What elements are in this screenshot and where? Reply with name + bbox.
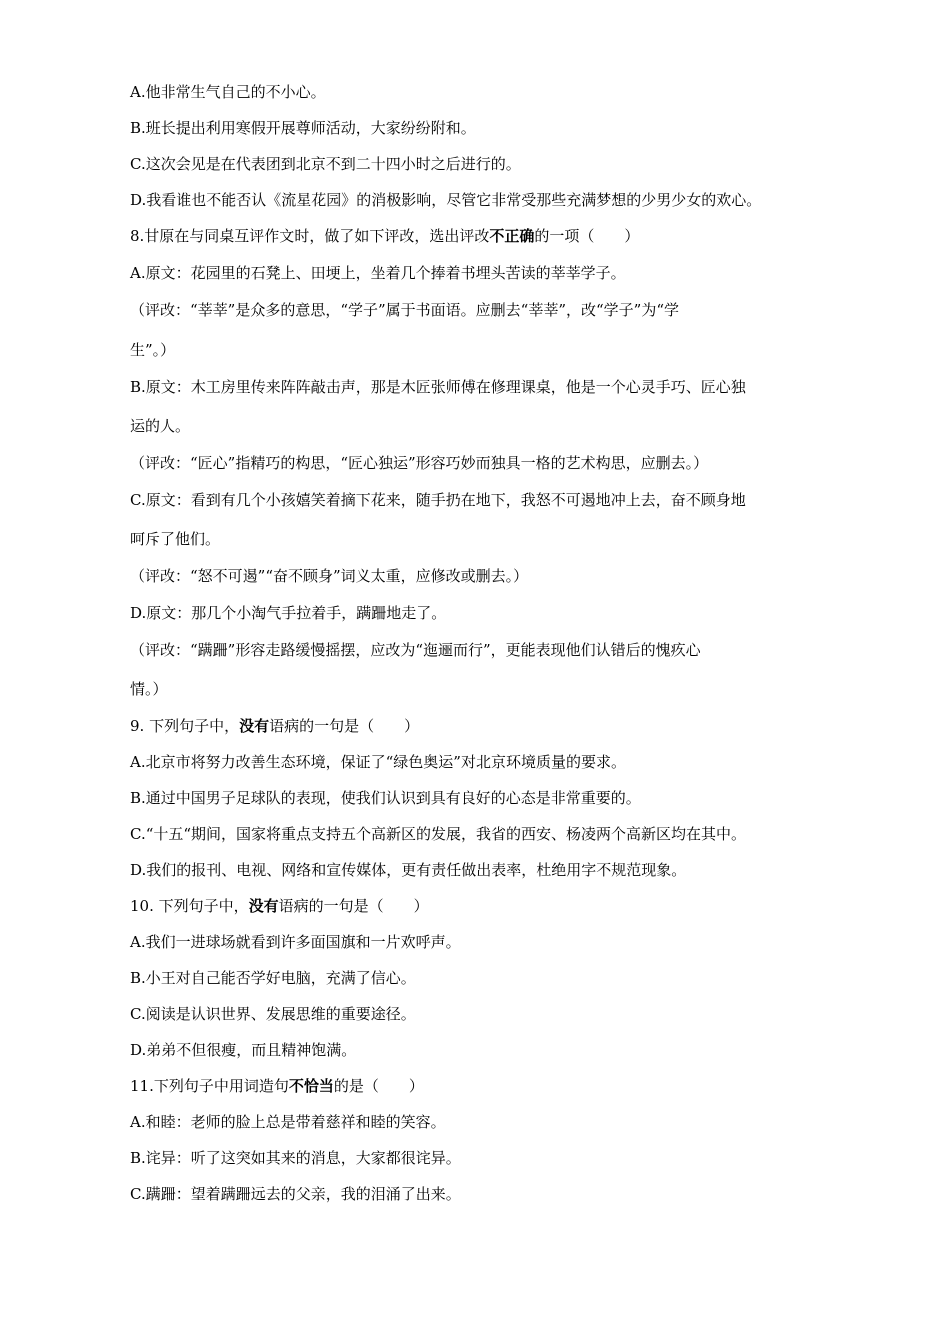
text-line: A.原文：花园里的石凳上、田埂上，坐着几个捧着书埋头苦读的莘莘学子。: [130, 264, 626, 282]
text-line: C.阅读是认识世界、发展思维的重要途径。: [130, 1005, 416, 1023]
text-line: A.我们一进球场就看到许多面国旗和一片欢呼声。: [130, 933, 461, 951]
text-line: B.原文：木工房里传来阵阵敲击声，那是木匠张师傅在修理课桌，他是一个心灵手巧、匠心独: [130, 378, 746, 396]
text-line: C.“十五“期间，国家将重点支持五个高新区的发展，我省的西安、杨凌两个高新区均在其中。: [130, 825, 747, 843]
text-line: B.诧异：听了这突如其来的消息，大家都很诧异。: [130, 1149, 461, 1167]
text-line: B.班长提出利用寒假开展尊师活动，大家纷纷附和。: [130, 119, 476, 137]
question-text: 8.甘原在与同桌互评作文时，做了如下评改，选出评改: [130, 227, 490, 245]
emphasis-text: 不正确: [489, 227, 535, 245]
text-line: 呵斥了他们。: [130, 530, 221, 548]
text-line: B.通过中国男子足球队的表现，使我们认识到具有良好的心态是非常重要的。: [130, 789, 641, 807]
question-text: 语病的一句是（ ）: [278, 897, 429, 915]
text-line: 生”。）: [130, 341, 176, 359]
text-line: （评改：“怒不可遏”“奋不顾身”词义太重，应修改或删去。）: [130, 567, 529, 585]
emphasis-text: 没有: [248, 897, 279, 915]
text-line: （评改：“蹒跚”形容走路缓慢摇摆，应改为“迤逦而行”，更能表现他们认错后的愧疚心: [130, 641, 701, 659]
text-line: D.弟弟不但很瘦，而且精神饱满。: [130, 1041, 357, 1059]
text-line: A.和睦：老师的脸上总是带着慈祥和睦的笑容。: [130, 1113, 446, 1131]
text-line: 情。）: [130, 680, 168, 698]
question-text: 的是（ ）: [333, 1077, 424, 1095]
question-stem: [130, 1076, 424, 1096]
text-line: 运的人。: [130, 417, 191, 435]
question-stem: [130, 226, 639, 246]
text-line: C.这次会见是在代表团到北京不到二十四小时之后进行的。: [130, 155, 521, 173]
text-line: A.北京市将努力改善生态环境，保证了“绿色奥运”对北京环境质量的要求。: [130, 753, 626, 771]
question-text: 语病的一句是（ ）: [269, 717, 420, 735]
text-line: D.我看谁也不能否认《流星花园》的消极影响，尽管它非常受那些充满梦想的少男少女的欢心。: [130, 191, 762, 209]
question-text: 的一项（ ）: [534, 227, 640, 245]
question-stem: [130, 896, 429, 916]
text-line: A.他非常生气自己的不小心。: [130, 83, 326, 101]
question-text: 10. 下列句子中，: [130, 897, 249, 915]
text-line: D.我们的报刊、电视、网络和宣传媒体，更有责任做出表率，杜绝用字不规范现象。: [130, 861, 687, 879]
question-stem: [130, 716, 419, 736]
text-line: （评改：“莘莘”是众多的意思，“学子”属于书面语。应删去“莘莘”，改“学子”为“学: [130, 301, 680, 319]
text-line: B.小王对自己能否学好电脑，充满了信心。: [130, 969, 416, 987]
question-text: 11.下列句子中用词造句: [130, 1077, 289, 1095]
text-line: D.原文：那几个小淘气手拉着手，蹒跚地走了。: [130, 604, 447, 622]
question-text: 9. 下列句子中，: [130, 717, 240, 735]
text-line: （评改：“匠心”指精巧的构思，“匠心独运”形容巧妙而独具一格的艺术构思，应删去。）: [130, 454, 709, 472]
text-line: C.蹒跚：望着蹒跚远去的父亲，我的泪涌了出来。: [130, 1185, 461, 1203]
emphasis-text: 不恰当: [288, 1077, 334, 1095]
text-line: C.原文：看到有几个小孩嬉笑着摘下花来，随手扔在地下，我怒不可遏地冲上去，奋不顾身地: [130, 491, 746, 509]
emphasis-text: 没有: [239, 717, 270, 735]
